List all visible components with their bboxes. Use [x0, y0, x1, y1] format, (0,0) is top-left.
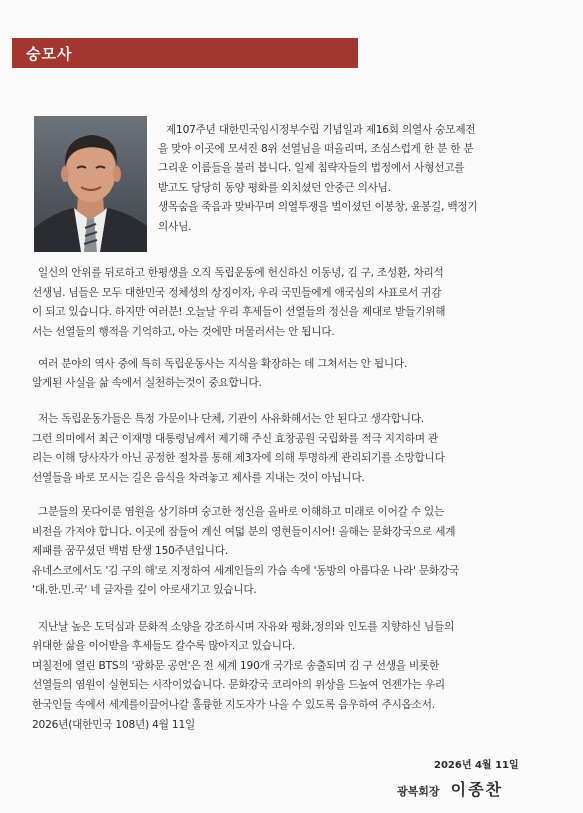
paragraph-line: 그분들의 못다이룬 염원을 상기하며 숭고한 정신을 올바로 이해하고 미래로 이어갈 수 있는 — [38, 506, 445, 518]
paragraph-line: 여러 분야의 역사 중에 특히 독립운동사는 지식을 확장하는 데 그쳐서는 안 됩니다. — [38, 358, 408, 370]
paragraph-line: 제107주년 대한민국임시정부수립 기념일과 제16회 의열사 숭모제전 — [166, 124, 476, 136]
paragraph-line: 리는 이해 당사자가 아닌 공정한 절차를 통해 제3자에 의해 투명하게 관리되기를 소망합니다 — [32, 452, 445, 464]
paragraph-line: 생목숨을 죽음과 맞바꾸며 의열투쟁을 벌이셨던 이봉창, 윤봉길, 백정기 — [158, 201, 478, 213]
page-title: 숭모사 — [26, 45, 73, 63]
paragraph-line: 받고도 당당히 동양 평화를 외치셨던 안중근 의사님. — [158, 182, 391, 194]
paragraph-line: 그리운 이름들을 불러 봅니다. 일제 침략자들의 법정에서 사형선고를 — [158, 162, 465, 174]
paragraph-line: 선열들의 염원이 실현되는 시작이었습니다. 문화강국 코리아의 위상을 드높여 언젠가는 우리 — [32, 679, 445, 691]
paragraph-line: 일신의 안위를 뒤로하고 한평생을 오직 독립운동에 헌신하신 이동녕, 김 구, 조성환, 차리석 — [38, 267, 444, 279]
paragraph-line: 비전을 가져야 합니다. 이곳에 잠들어 계신 여덟 분의 영현들이시어! 올해는 문화강국으로 세계 — [32, 526, 456, 538]
person-portrait-icon — [34, 116, 147, 252]
paragraph-line: 2026년(대한민국 108년) 4월 11일 — [32, 719, 196, 731]
section-header-bar — [12, 38, 358, 68]
paragraph-line: 며칠전에 열린 BTS의 '광화문 공연'은 전 세계 190개 국가로 송출되며 김 구 선생을 비롯한 — [32, 660, 440, 672]
signature-date: 2026년 4월 11일 — [434, 760, 519, 771]
signature-title: 광복회장 — [397, 785, 440, 798]
paragraph-line: 선생님. 님들은 모두 대한민국 정체성의 상징이자, 우리 국민들에게 애국심의 사표로서 귀감 — [32, 287, 442, 299]
paragraph-line: 저는 독립운동가들은 특정 가문이나 단체, 기관이 사유화해서는 안 된다고 생각합니다. — [38, 413, 425, 425]
paragraph-line: 제패를 꿈꾸셨던 백범 탄생 150주년입니다. — [32, 545, 228, 557]
paragraph-line: 의사님. — [158, 221, 192, 233]
paragraph-line: 한국인들 속에서 세계를이끌어나갈 훌륭한 지도자가 나올 수 있도록 음우하여 주시옵소서. — [32, 699, 435, 711]
paragraph-line: 선열들을 바로 모시는 길은 음식을 차려놓고 제사를 지내는 것이 아닙니다. — [32, 472, 365, 484]
paragraph-line: 지난날 높은 도덕심과 문화적 소양을 강조하시며 자유와 평화,정의와 인도를 지향하신 님들의 — [38, 621, 455, 633]
paragraph-line: 유네스코에서도 '김 구의 해'로 지정하여 세계인들의 가슴 속에 '동방의 아름다운 나라' 문화강국 — [32, 565, 459, 577]
signature-block — [397, 777, 503, 800]
paragraph-line: '대.한.민.국' 네 글자를 깊이 아로새기고 있습니다. — [32, 584, 257, 596]
portrait-graphic — [34, 116, 147, 252]
paragraph-line: 알게된 사실을 삶 속에서 실천하는것이 중요합니다. — [32, 377, 262, 389]
paragraph-line: 위대한 삶을 이어받을 후세들도 갈수록 많아지고 있습니다. — [32, 640, 295, 652]
paragraph-line: 서는 선열들의 행적을 기억하고, 아는 것에만 머물러서는 안 됩니다. — [32, 326, 335, 338]
paragraph-line: 을 맞아 이곳에 모셔진 8위 선열님을 떠올리며, 조심스럽게 한 분 한 분 — [158, 143, 474, 155]
paragraph-line: 그런 의미에서 최근 이재명 대통령님께서 제기해 주신 효창공원 국립화를 적극 지지하며 관 — [32, 433, 439, 445]
signature-name: 이종찬 — [450, 780, 503, 799]
paragraph-line: 이 되고 있습니다. 하지만 여러분! 오늘날 우리 후세들이 선열들의 정신을 제대로 받들기위해 — [32, 306, 446, 318]
